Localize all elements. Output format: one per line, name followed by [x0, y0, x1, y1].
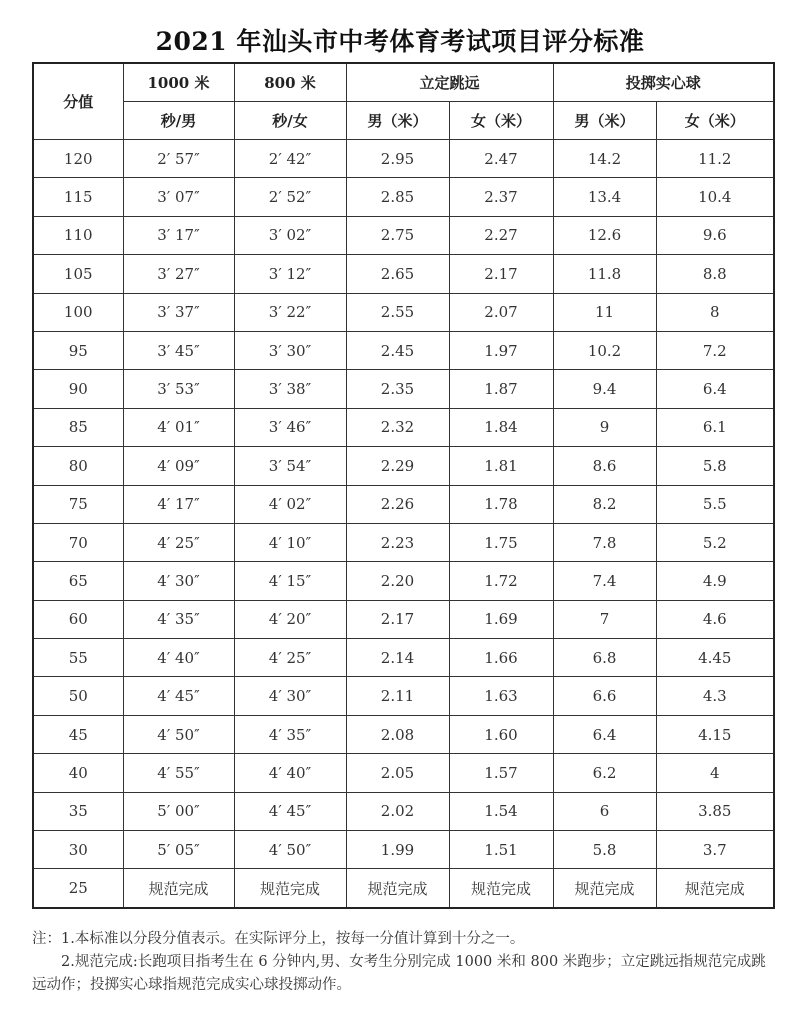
table-cell: 规范完成: [123, 869, 234, 908]
table-cell: 3′ 30″: [234, 331, 346, 369]
header-sub: 男（米）: [346, 102, 449, 140]
table-cell: 4.15: [656, 715, 774, 753]
table-cell: 95: [33, 331, 123, 369]
header-sub: 秒/男: [123, 102, 234, 140]
table-cell: 1.87: [449, 370, 553, 408]
table-cell: 2.20: [346, 562, 449, 600]
table-cell: 85: [33, 408, 123, 446]
table-cell: 3′ 12″: [234, 255, 346, 293]
header-sub: 秒/女: [234, 102, 346, 140]
table-row: [33, 600, 774, 638]
table-cell: 70: [33, 523, 123, 561]
header-row-sub: [33, 102, 774, 140]
table-cell: 2.17: [449, 255, 553, 293]
table-cell: 1.78: [449, 485, 553, 523]
table-cell: 1.54: [449, 792, 553, 830]
table-cell: 6.6: [553, 677, 656, 715]
table-cell: 1.69: [449, 600, 553, 638]
table-cell: 1.72: [449, 562, 553, 600]
table-cell: 6.1: [656, 408, 774, 446]
header-medicine-ball: 投掷实心球: [553, 63, 774, 102]
table-cell: 4′ 50″: [234, 831, 346, 869]
table-cell: 80: [33, 447, 123, 485]
header-sub: 女（米）: [449, 102, 553, 140]
table-cell: 4′ 55″: [123, 754, 234, 792]
table-cell: 9.6: [656, 216, 774, 254]
table-cell: 1.97: [449, 331, 553, 369]
table-cell: 4.45: [656, 639, 774, 677]
table-row: [33, 485, 774, 523]
table-cell: 30: [33, 831, 123, 869]
header-standing-long-jump: 立定跳远: [346, 63, 553, 102]
table-cell: 2.85: [346, 178, 449, 216]
table-cell: 规范完成: [449, 869, 553, 908]
table-cell: 2.27: [449, 216, 553, 254]
table-cell: 50: [33, 677, 123, 715]
table-cell: 2.37: [449, 178, 553, 216]
table-cell: 2′ 52″: [234, 178, 346, 216]
table-cell: 2.29: [346, 447, 449, 485]
table-cell: 120: [33, 140, 123, 178]
table-cell: 5.5: [656, 485, 774, 523]
notes: [32, 928, 777, 997]
table-cell: 4′ 45″: [234, 792, 346, 830]
table-cell: 2.26: [346, 485, 449, 523]
table-row: [33, 677, 774, 715]
table-cell: 1.84: [449, 408, 553, 446]
table-cell: 4′ 17″: [123, 485, 234, 523]
table-cell: 4′ 25″: [234, 639, 346, 677]
table-row: [33, 447, 774, 485]
table-cell: 4′ 25″: [123, 523, 234, 561]
table-cell: 4′ 40″: [234, 754, 346, 792]
table-row: [33, 792, 774, 830]
table-cell: 6: [553, 792, 656, 830]
table-cell: 2.05: [346, 754, 449, 792]
table-cell: 105: [33, 255, 123, 293]
table-cell: 35: [33, 792, 123, 830]
table-cell: 5′ 00″: [123, 792, 234, 830]
table-cell: 10.4: [656, 178, 774, 216]
table-row: [33, 639, 774, 677]
table-cell: 4′ 10″: [234, 523, 346, 561]
table-cell: 9: [553, 408, 656, 446]
table-cell: 4.9: [656, 562, 774, 600]
table-cell: 11.8: [553, 255, 656, 293]
table-cell: 2.14: [346, 639, 449, 677]
table-cell: 2.32: [346, 408, 449, 446]
table-cell: 8.2: [553, 485, 656, 523]
header-sub: 女（米）: [656, 102, 774, 140]
table-cell: 4′ 09″: [123, 447, 234, 485]
table-cell: 2.65: [346, 255, 449, 293]
table-cell: 2.55: [346, 293, 449, 331]
table-cell: 11.2: [656, 140, 774, 178]
table-row: [33, 523, 774, 561]
table-cell: 7.2: [656, 331, 774, 369]
table-cell: 45: [33, 715, 123, 753]
table-cell: 规范完成: [553, 869, 656, 908]
header-score: 分值: [33, 63, 123, 140]
table-cell: 100: [33, 293, 123, 331]
table-cell: 4.6: [656, 600, 774, 638]
table-cell: 3′ 45″: [123, 331, 234, 369]
table-cell: 2.23: [346, 523, 449, 561]
table-cell: 2.11: [346, 677, 449, 715]
table-row: [33, 293, 774, 331]
table-cell: 2.45: [346, 331, 449, 369]
table-cell: 2.35: [346, 370, 449, 408]
table-cell: 4′ 20″: [234, 600, 346, 638]
table-row: [33, 754, 774, 792]
table-cell: 4: [656, 754, 774, 792]
table-cell: 1.99: [346, 831, 449, 869]
table-cell: 3′ 37″: [123, 293, 234, 331]
table-cell: 4′ 45″: [123, 677, 234, 715]
table-cell: 规范完成: [656, 869, 774, 908]
table-cell: 规范完成: [346, 869, 449, 908]
table-cell: 10.2: [553, 331, 656, 369]
table-cell: 1.66: [449, 639, 553, 677]
table-cell: 5.8: [553, 831, 656, 869]
table-cell: 4′ 30″: [123, 562, 234, 600]
table-cell: 规范完成: [234, 869, 346, 908]
table-cell: 3′ 54″: [234, 447, 346, 485]
table-row: [33, 408, 774, 446]
table-cell: 60: [33, 600, 123, 638]
table-cell: 2.47: [449, 140, 553, 178]
table-cell: 2.95: [346, 140, 449, 178]
table-row: [33, 562, 774, 600]
table-cell: 7: [553, 600, 656, 638]
table-cell: 3.85: [656, 792, 774, 830]
table-cell: 6.2: [553, 754, 656, 792]
table-row: [33, 869, 774, 908]
table-cell: 12.6: [553, 216, 656, 254]
table-cell: 14.2: [553, 140, 656, 178]
table-cell: 7.4: [553, 562, 656, 600]
table-cell: 4′ 15″: [234, 562, 346, 600]
table-row: [33, 331, 774, 369]
table-cell: 3.7: [656, 831, 774, 869]
table-cell: 8.8: [656, 255, 774, 293]
note-1: 注：1.本标准以分段分值表示。在实际评分上，按每一分值计算到十分之一。: [32, 931, 525, 947]
header-800m: 800 米: [234, 63, 346, 102]
table-cell: 25: [33, 869, 123, 908]
table-cell: 4′ 35″: [234, 715, 346, 753]
table-cell: 4.3: [656, 677, 774, 715]
table-cell: 3′ 17″: [123, 216, 234, 254]
table-cell: 2.07: [449, 293, 553, 331]
table-cell: 1.51: [449, 831, 553, 869]
table-cell: 1.63: [449, 677, 553, 715]
table-cell: 9.4: [553, 370, 656, 408]
header-row-groups: [33, 63, 774, 102]
table-cell: 1.57: [449, 754, 553, 792]
note-2: 2.规范完成:长跑项目指考生在 6 分钟内,男、女考生分别完成 1000 米和 800 米跑步；立定跳远指规范完成跳远动作；投掷实心球指规范完成实心球投掷动作。: [32, 954, 766, 993]
table-cell: 8.6: [553, 447, 656, 485]
table-cell: 5.8: [656, 447, 774, 485]
table-cell: 40: [33, 754, 123, 792]
document-title: 2021 年汕头市中考体育考试项目评分标准: [155, 27, 645, 56]
table-cell: 2.02: [346, 792, 449, 830]
table-cell: 3′ 07″: [123, 178, 234, 216]
table-cell: 3′ 38″: [234, 370, 346, 408]
table-cell: 8: [656, 293, 774, 331]
table-cell: 4′ 02″: [234, 485, 346, 523]
table-cell: 1.75: [449, 523, 553, 561]
table-cell: 1.81: [449, 447, 553, 485]
table-cell: 110: [33, 216, 123, 254]
table-cell: 3′ 46″: [234, 408, 346, 446]
table-row: [33, 216, 774, 254]
header-1000m: 1000 米: [123, 63, 234, 102]
table-cell: 115: [33, 178, 123, 216]
table-cell: 3′ 27″: [123, 255, 234, 293]
table-cell: 6.8: [553, 639, 656, 677]
table-cell: 3′ 22″: [234, 293, 346, 331]
table-cell: 4′ 01″: [123, 408, 234, 446]
table-cell: 6.4: [553, 715, 656, 753]
table-cell: 6.4: [656, 370, 774, 408]
table-cell: 90: [33, 370, 123, 408]
table-cell: 4′ 40″: [123, 639, 234, 677]
table-cell: 2.75: [346, 216, 449, 254]
table-row: [33, 715, 774, 753]
table-cell: 3′ 02″: [234, 216, 346, 254]
table-cell: 4′ 35″: [123, 600, 234, 638]
table-row: [33, 255, 774, 293]
table-row: [33, 178, 774, 216]
table-cell: 2.08: [346, 715, 449, 753]
table-cell: 1.60: [449, 715, 553, 753]
table-cell: 65: [33, 562, 123, 600]
table-cell: 5.2: [656, 523, 774, 561]
table-row: [33, 140, 774, 178]
table-cell: 13.4: [553, 178, 656, 216]
table-cell: 11: [553, 293, 656, 331]
table-row: [33, 831, 774, 869]
table-cell: 3′ 53″: [123, 370, 234, 408]
table-cell: 7.8: [553, 523, 656, 561]
table-row: [33, 370, 774, 408]
table-cell: 2.17: [346, 600, 449, 638]
table-cell: 55: [33, 639, 123, 677]
table-cell: 2′ 42″: [234, 140, 346, 178]
scoring-table: [32, 62, 775, 909]
table-cell: 5′ 05″: [123, 831, 234, 869]
header-sub: 男（米）: [553, 102, 656, 140]
table-cell: 2′ 57″: [123, 140, 234, 178]
table-cell: 75: [33, 485, 123, 523]
table-cell: 4′ 50″: [123, 715, 234, 753]
table-cell: 4′ 30″: [234, 677, 346, 715]
